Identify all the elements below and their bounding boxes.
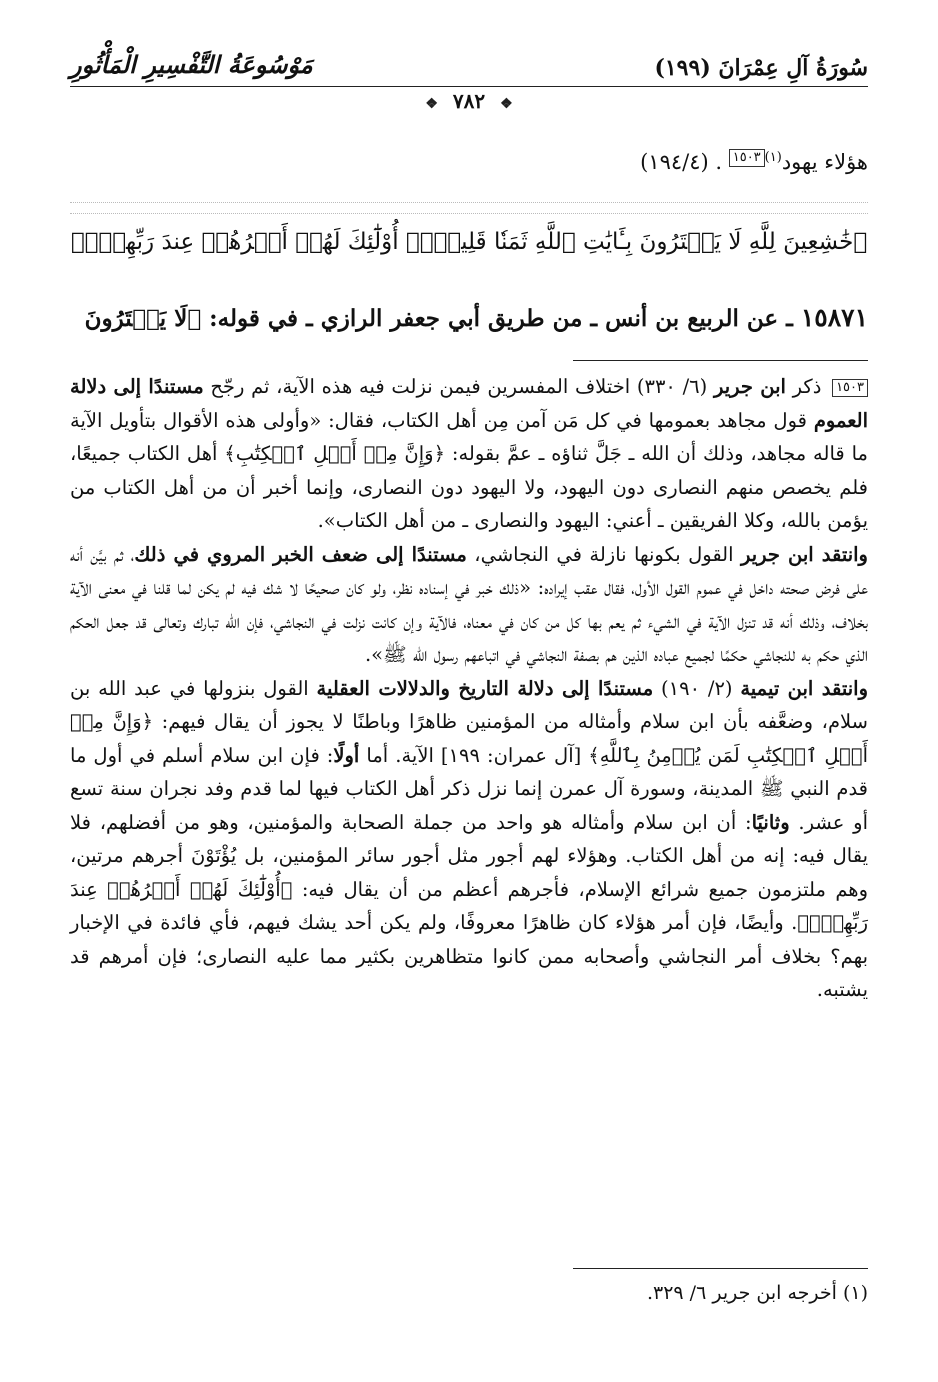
bold-run: ابن جرير xyxy=(740,542,814,566)
commentary xyxy=(70,370,868,1007)
hadith-text: ـ عن الربيع بن أنس ـ من طريق أبي جعفر الرازي ـ في قوله: ﴿لَا يَشۡتَرُونَ xyxy=(84,305,801,332)
bold-run: ابن تيمية xyxy=(740,676,814,700)
text-run: (٢/ ١٩٠) xyxy=(653,676,741,700)
page-number: ٧٨٢ xyxy=(452,89,486,113)
text-run: : فإن ابن سلام أسلم في أول ما قدم النبي ﷺ المدينة، وسورة آل عمرن إنما نزل ذكر أهل الكتاب فيها لما قدم وفد نجران سنة تسع أو عشر. xyxy=(70,743,868,834)
commentary-paragraph-3 xyxy=(70,672,868,1007)
verse-ornament-band xyxy=(70,202,868,214)
footnote-marker: (١) xyxy=(764,150,782,165)
hadith-number: ١٥٨٧١ xyxy=(800,303,868,332)
intro-text: هؤلاء يهود xyxy=(781,150,868,174)
quran-verse: ﴿خَٰشِعِينَ لِلَّهِ لَا يَشۡتَرُونَ بِـَٔايَٰتِ ٱللَّهِ ثَمَنٗا قَلِيلًاۚ أُوْلَٰٓئِكَ لَهُمۡ أَجۡرُهُمۡ عِندَ رَبِّهِمۡۗ﴾ xyxy=(70,229,868,255)
text-run: ، ثم بيَّن أنه على فرض صحته داخل في عموم القول الأول، فقال عقب إيراده: «ذلك خبر في إسناده نظر، ولو كان صحيحًا لا شك فيه لم يكن لما قلنا في معنى الآية بخلاف، وذلك أنه قد تنزل الآية في الشيء ثم يعم بها كل من كان في معناه، فالآية وإن كانت نزلت في النجاشي، فإن الله تبارك وتعالى قد جعل الحكم الذي حكم به للنجاشي حكمًا لجميع عباده الذين هم بصفة النجاشي في اتباعهم رسول الله ﷺ». xyxy=(70,542,868,666)
text-run: قول مجاهد بعمومها في كل مَن آمن مِن أهل الكتاب، فقال: «وأولى هذه الأقوال بتأويل الآية ما قاله مجاهد، وذلك أن الله ـ جَلَّ ثناؤه ـ عمَّ بقوله: ﴿وَإِنَّ مِنۡ أَهۡلِ ٱلۡكِتَٰبِ﴾ أهل الكتاب جميعًا، فلم يخصص منهم النصارى دون اليهود، ولا اليهود دون النصارى، وإنما أخبر أن من أهل الكتاب من يؤمن بالله، وكلا الفريقين ـ أعني: اليهود والنصارى ـ من أهل الكتاب». xyxy=(70,408,868,532)
footnote-divider xyxy=(573,1268,868,1269)
cross-ref-box: ١٥٠٣ xyxy=(729,149,765,167)
text-run: : أن ابن سلام وأمثاله هو واحد من جملة الصحابة والمؤمنين، وهو من أفضلهم، فلا يقال فيه: إنه من أهل الكتاب. وهؤلاء لهم أجور مثل أجور سائر المؤمنين، بل يُؤْتَوْنَ أجرهم مرتين، وهم ملتزمون جميع شرائع الإسلام، فأجرهم أعظم من أن يقال فيه: ﴿أُوْلَٰٓئِكَ لَهُمۡ أَجۡرُهُمۡ عِندَ رَبِّهِمۡۗ﴾. وأيضًا، فإن أمر هؤلاء كان ظاهرًا معروفًا، ولم يكن أحد يشك فيهم، فأي فائدة في الإخبار بهم؟ بخلاف أمر النجاشي وأصحابه ممن كانوا متظاهرين بكثير مما عليه النصارى؛ فإن أمرهم قد يشتبه. xyxy=(70,810,868,1001)
series-title: مَوْسُوعَةُ التَّفْسِيرِ الْمَأْثُورِ xyxy=(70,50,313,79)
page-number-line xyxy=(0,89,938,113)
bold-run: وثانيًا xyxy=(751,810,790,834)
intro-line xyxy=(68,140,868,180)
hadith-line xyxy=(70,298,868,339)
bold-run: مستندًا إلى دلالة العموم xyxy=(70,375,868,432)
header-divider xyxy=(70,86,868,87)
bold-run: مستندًا إلى دلالة التاريخ والدلالات العقلية xyxy=(316,676,654,700)
ornament-icon: ❖ xyxy=(425,96,438,112)
bold-run: وانتقد xyxy=(813,542,868,566)
text-run: ذكر xyxy=(785,375,829,398)
intro-end: . (١٩٤/٤) xyxy=(640,150,723,174)
bold-run: أولًا xyxy=(333,743,360,767)
text-run: (٦/ ٣٣٠) اختلاف المفسرين فيمن نزلت فيه هذه الآية، ثم رجّح xyxy=(203,375,714,398)
footnote: (١) أخرجه ابن جرير ٦/ ٣٢٩. xyxy=(646,1282,868,1304)
text-run: القول بكونها نازلة في النجاشي، xyxy=(466,542,741,566)
surah-label: سُورَةُ آلِ عِمْرَانَ (١٩٩) xyxy=(654,55,868,81)
bold-run: مستندًا إلى ضعف الخبر المروي في ذلك xyxy=(134,542,467,566)
ornament-icon: ❖ xyxy=(500,96,513,112)
text-run: القول بنزولها في عبد الله بن سلام، وضعَّفه بأن ابن سلام وأمثاله من المؤمنين ظاهرًا وباطنًا لا يجوز أن يقال فيهم: ﴿وَإِنَّ مِنۡ أَهۡلِ ٱلۡكِتَٰبِ لَمَن يُؤۡمِنُ بِٱللَّهِ﴾ [آل عمران: ١٩٩] الآية. أما xyxy=(70,676,869,767)
bold-run: وانتقد xyxy=(813,676,868,700)
commentary-paragraph-2 xyxy=(70,538,868,672)
commentary-ref-box: ١٥٠٣ xyxy=(832,379,868,397)
commentary-paragraph-1 xyxy=(70,370,868,538)
section-divider xyxy=(573,360,868,361)
bold-run: ابن جرير xyxy=(713,375,786,398)
